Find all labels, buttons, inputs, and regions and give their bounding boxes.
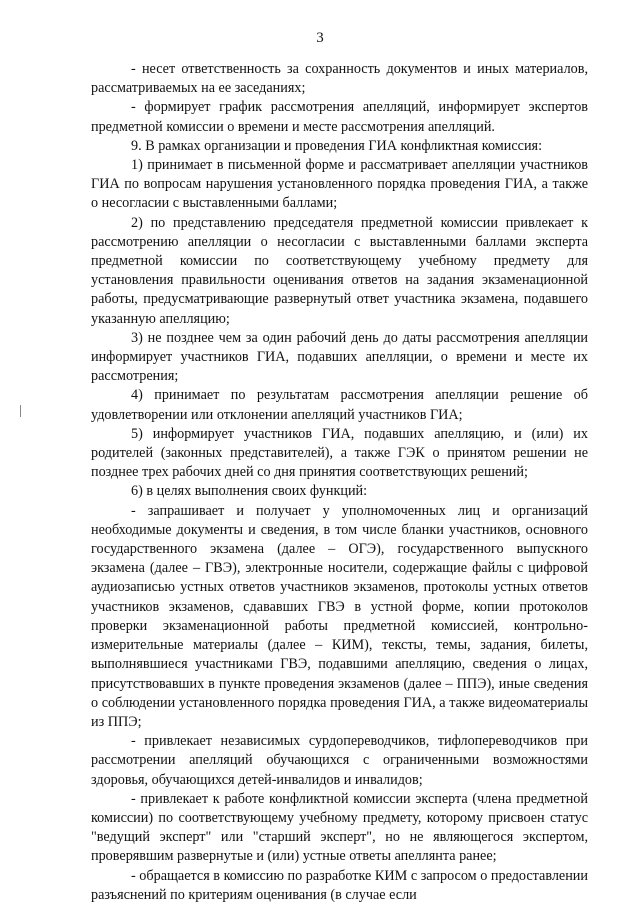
paragraph: 1) принимает в письменной форме и рассматривает апелляции участников ГИА по вопросам нарушения установленного порядка проведения ГИА, а также о несогласии с выставленными баллами; [91, 157, 588, 212]
paragraph: 6) в целях выполнения своих функций: [131, 483, 368, 500]
paragraph: - обращается в комиссию по разработке КИМ с запросом о предоставлении разъяснений по критериям оценивания (в случае если [91, 867, 588, 903]
document-body [91, 60, 588, 905]
paragraph: - привлекает независимых сурдопереводчиков, тифлопереводчиков при рассмотрении апелляций обучающихся с ограниченными возможностями здоровья, обучающихся детей-инвалидов и инвалидов; [91, 733, 588, 788]
paragraph: - формирует график рассмотрения апелляций, информирует экспертов предметной комиссии о времени и месте рассмотрения апелляций. [91, 99, 588, 135]
paragraph: - несет ответственность за сохранность документов и иных материалов, рассматриваемых на ее заседаниях; [91, 61, 588, 97]
paragraph: 4) принимает по результатам рассмотрения апелляции решение об удовлетворении или отклонении апелляций участников ГИА; [91, 387, 588, 423]
paragraph: 5) информирует участников ГИА, подавших апелляцию, и (или) их родителей (законных представителей), а также ГЭК о принятом решении не позднее трех рабочих дней со дня принятия соответствующих решений; [91, 425, 588, 481]
paragraph: - запрашивает и получает у уполномоченных лиц и организаций необходимые документы и сведения, в том числе бланки участников, основного государственного экзамена (далее – ОГЭ), государственного выпускного экзамена (далее – ГВЭ), электронные носители, содержащие файлы с цифровой аудиозаписью устных ответов участников экзаменов, протоколы устных ответов участников экзаменов, сдававших ГВЭ в устной форме, копии протоколов проверки экзаменационной работы предметной комиссией, контрольно-измерительные материалы (далее – КИМ), тексты, темы, задания, билеты, выполнявшиеся участниками ГВЭ, подавшими апелляцию, сведения о лицах, присутствовавших в пункте проведения экзаменов (далее – ППЭ), иные сведения о соблюдении установленного порядка проведения ГИА, а также видеоматериалы из ППЭ; [91, 502, 588, 730]
paragraph: - привлекает к работе конфликтной комиссии эксперта (члена предметной комиссии) по соответствующему учебному предмету, которому присвоен статус "ведущий эксперт" или "старший эксперт", но не являющегося экспертом, проверявшим развернутые и (или) устные ответы апеллянта ранее; [91, 790, 588, 865]
page-number: 3 [316, 30, 324, 46]
paragraph: 3) не позднее чем за один рабочий день до даты рассмотрения апелляции информирует участников ГИА, подавших апелляции, о времени и месте их рассмотрения; [91, 329, 588, 385]
paragraph: 2) по представлению председателя предметной комиссии привлекает к рассмотрению апелляции о несогласии с выставленными баллами эксперта предметной комиссии по соответствующему учебному предмету для установления правильности оценивания ответов на задания экзаменационной работы, предусматривающие развернутый ответ участника экзамена, подавшего указанную апелляцию; [91, 214, 588, 327]
paragraph: 9. В рамках организации и проведения ГИА конфликтная комиссия: [131, 137, 543, 154]
margin-mark [20, 405, 21, 417]
